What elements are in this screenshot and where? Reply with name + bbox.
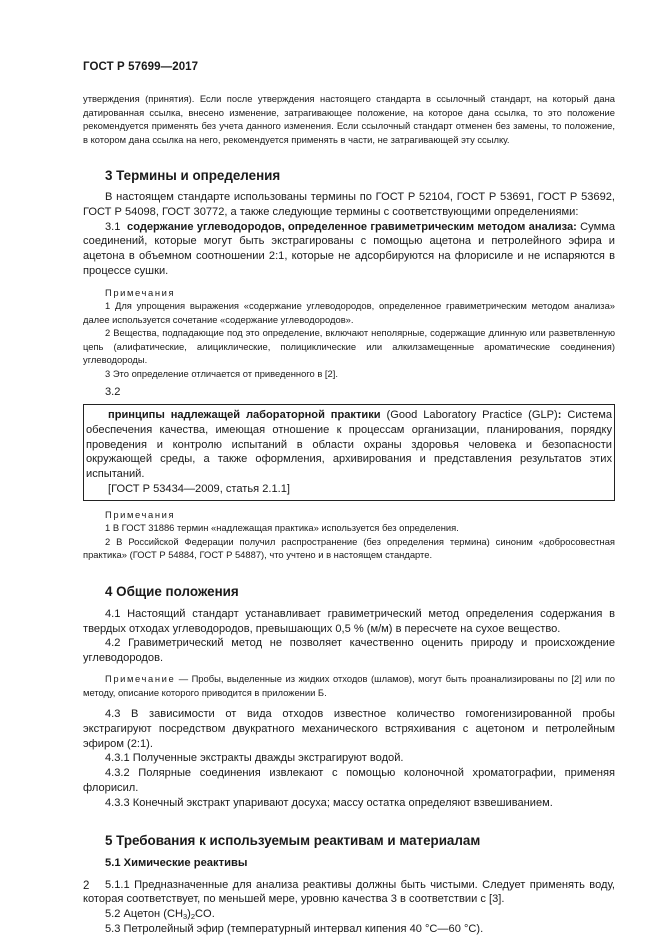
term-3-1 [83, 220, 615, 279]
note-3: 3 Это определение отличается от приведенного в [2]. [105, 367, 338, 379]
standard-header: ГОСТ Р 57699—2017 [83, 61, 199, 73]
section-4-note: Примечание — Пробы, выделенные из жидких отходов (шламов), могут быть проанализированы по [2] или по методу, описание которого приводится в приложении Б. [83, 673, 615, 698]
notes-2-label: Примечания [105, 508, 176, 520]
section-3-intro: В настоящем стандарте использованы термины по ГОСТ Р 52104, ГОСТ Р 53691, ГОСТ Р 53692, ГОСТ Р 54098, ГОСТ 30772, а также следующие термины с соответствующими определениями: [83, 191, 615, 218]
note-2-1: 1 В ГОСТ 31886 термин «надлежащая практика» используется без определения. [105, 522, 459, 534]
note-1: 1 Для упрощения выражения «содержание углеводородов, определенное гравиметрическим методом анализа» далее используется сочетание «содержание углеводородов». [83, 300, 615, 325]
intro-paragraph: утверждения (принятия). Если после утверждения настоящего стандарта в ссылочный стандарт, на который дана датированная ссылка, внесено изменение, затрагивающее положение, на которое дана ссылка, то это положение рекомендуется применять без учета данного изменения. Если ссылочный стандарт отменен без замены, то положение, в котором дана ссылка на него, рекомендуется применять в части, не затрагивающей эту ссылку. [83, 93, 615, 145]
paragraph-4-3-3: 4.3.3 Конечный экстракт упаривают досуха; массу остатка определяют взвешиванием. [105, 796, 553, 809]
page-content [83, 92, 615, 937]
note-2: 2 Вещества, подпадающие под это определение, включают неполярные, содержащие длинную или разветвленную цепь (алифатические, алициклические, полициклические или алкилзамещенные ароматические соединения) углеводороды. [83, 327, 615, 366]
term-3-1-number: 3.1 [105, 220, 121, 233]
term-3-2-number: 3.2 [105, 386, 121, 399]
notes-label: Примечания [105, 286, 176, 298]
subsection-5-1-title: 5.1 Химические реактивы [105, 856, 248, 869]
section-5-title: 5 Требования к используемым реактивам и материалам [105, 832, 481, 848]
page-number: 2 [83, 880, 90, 892]
paragraph-4-1: 4.1 Настоящий стандарт устанавливает гравиметрический метод определения содержания в твердых отходах углеводородов, превышающих 0,5 % (м/м) в пересчете на сухое вещество. [83, 607, 615, 635]
term-3-2-definition: Система обеспечения качества, имеющая отношение к процессам организации, планирования, порядку проведения и контролю испытаний в области охраны здоровья человека и безопасности окружающей среды, а также оформления, архивирования и представления результатов этих испытаний. [86, 409, 612, 481]
paragraph-5-1-1: 5.1.1 Предназначенные для анализа реактивы должны быть чистыми. Следует применять воду, которая соответствует, по меньшей мере, уровню качества 3 в соответствии с [3]. [83, 878, 615, 906]
term-3-2-source: [ГОСТ Р 53434—2009, статья 2.1.1] [108, 483, 291, 496]
term-3-1-term: содержание углеводородов, определенное гравиметрическим методом анализа: [127, 220, 577, 233]
note-2-2: 2 В Российской Федерации получил распространение (без определения термина) синоним «добросовестная практика» (ГОСТ Р 54884, ГОСТ Р 54887), что учтено и в настоящем стандарте. [83, 535, 615, 561]
term-3-2-term: принципы надлежащей лабораторной практики [108, 409, 381, 422]
term-3-2-box [83, 404, 615, 501]
paragraph-5-3: 5.3 Петролейный эфир (температурный интервал кипения 40 °С—60 °С). [105, 923, 484, 936]
section-3-title: 3 Термины и определения [105, 168, 281, 183]
term-3-2: принципы надлежащей лабораторной практики (Good Laboratory Practice (GLP): Система обеспечения качества, имеющая отношение к процессам организации, планирования, порядку проведения и контролю испытаний в области охраны здоровья человека и безопасности окружающей среды, а также оформления, архивирования и представления результатов этих испытаний. [86, 409, 612, 481]
term-3-2-english: (Good Laboratory Practice (GLP) [380, 409, 558, 422]
section-4-title: 4 Общие положения [105, 583, 239, 599]
paragraph-4-3-1: 4.3.1 Полученные экстракты дважды экстрагируют водой. [105, 752, 404, 765]
paragraph-4-3: 4.3 В зависимости от вида отходов известное количество гомогенизированной пробы экстрагируют посредством двукратного механического встряхивания с ацетоном и петролейным эфиром (2:1). [83, 708, 615, 750]
paragraph-5-2: 5.2 Ацетон $(CH_3)_2CO$. [105, 908, 215, 922]
paragraph-4-2: 4.2 Гравиметрический метод не позволяет качественно оценить природу и происхождение углеводородов. [83, 637, 615, 665]
term-3-1-definition: Сумма соединений, которые могут быть экстрагированы с помощью ацетона и петролейного эфира и ацетона в объемном соотношении 2:1, которые не адсорбируются на флорисиле и не испаряются в процессе сушки. [83, 220, 615, 277]
paragraph-4-3-2: 4.3.2 Полярные соединения извлекают с помощью колоночной хроматографии, применяя флорисил. [83, 767, 615, 795]
